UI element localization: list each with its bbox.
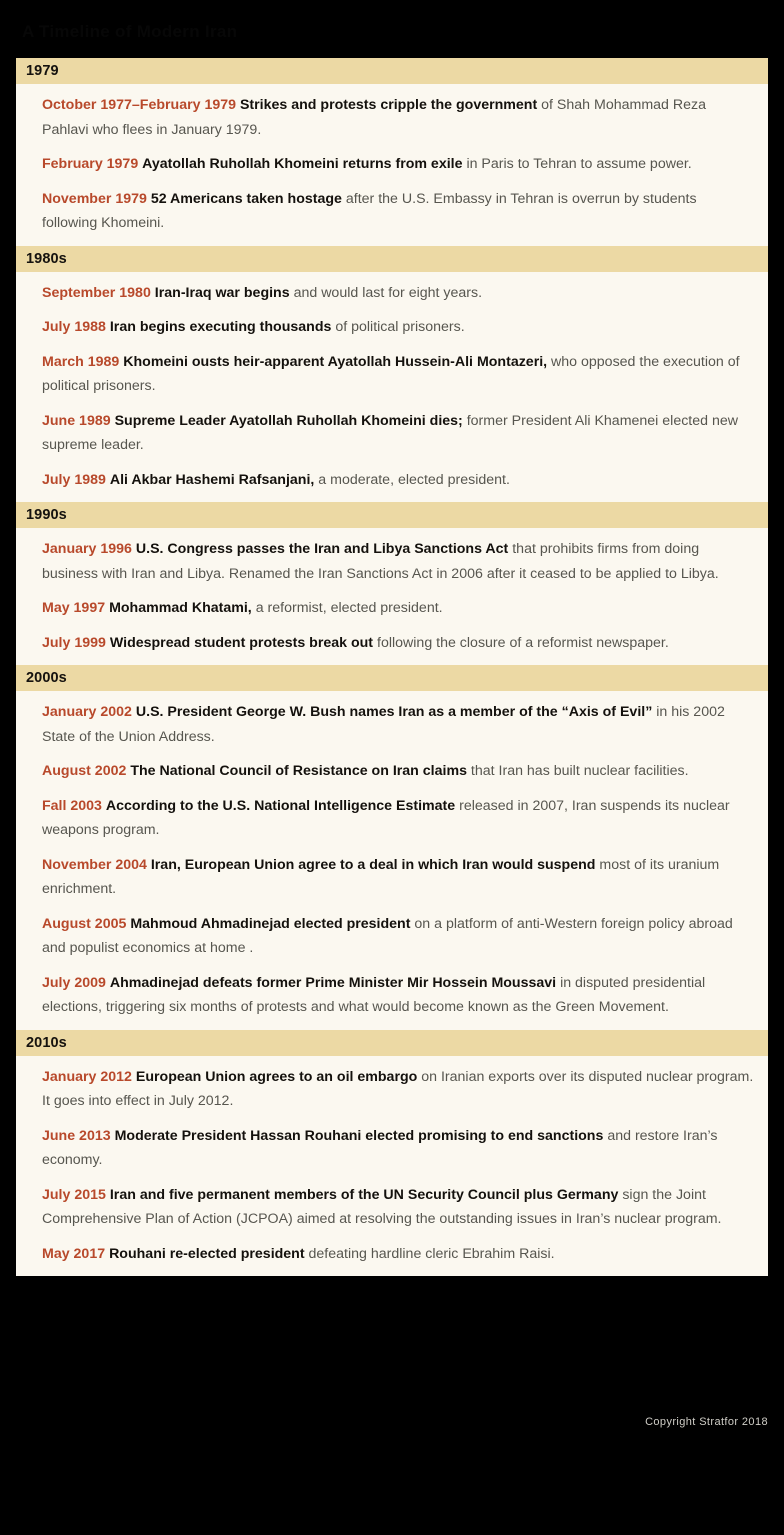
entry-headline: Mahmoud Ahmadinejad elected president [130,915,411,932]
entry-date: January 2012 [42,1068,132,1085]
entry-date: June 2013 [42,1127,111,1144]
entry-date: June 1989 [42,412,111,429]
section-header-1979: 1979 [16,58,768,84]
entry-description: following the closure of a reformist newspaper. [377,634,669,651]
timeline-section [16,246,768,503]
entry-date: January 2002 [42,704,132,720]
timeline-entry [42,1183,754,1232]
entry-headline: Ayatollah Ruhollah Khomeini returns from exile [142,156,463,172]
timeline-entry [42,187,754,236]
entry-description: most of its uranium enrichment. [42,856,720,897]
timeline-entry [42,281,754,306]
timeline-entry [42,1065,754,1114]
section-header-2000s: 2000s [16,665,768,691]
entry-headline: Iran begins executing thousands [109,319,332,335]
entry-date: February 1979 [42,156,139,172]
entry-description: in his 2002 State of the Union Address. [42,704,725,745]
entry-date: November 2004 [42,856,147,873]
entry-date: July 2015 [42,1186,106,1203]
entry-description: and would last for eight years. [293,284,483,301]
entry-headline: The National Council of Resistance on Iran claims [130,763,467,779]
entry-date: May 1997 [42,600,106,616]
entry-headline: Supreme Leader Ayatollah Ruhollah Khomeini dies; [114,412,463,429]
entry-headline: Widespread student protests break out [109,634,374,651]
entry-date: August 2002 [42,763,127,779]
entry-description: after the U.S. Embassy in Tehran is overrun by students following Khomeini. [42,190,697,231]
entry-description: that prohibits firms from doing business with Iran and Libya. Renamed the Iran Sanctions Act in 2006 after it ceased to be applied to Libya. [42,541,719,582]
timeline-entry [42,912,754,961]
entry-headline: Mohammad Khatami, [109,600,252,616]
entry-headline: Moderate President Hassan Rouhani elected promising to end sanctions [114,1127,604,1144]
entry-date: July 1989 [42,471,106,488]
entry-headline: Iran-Iraq war begins [154,284,290,301]
entry-headline: According to the U.S. National Intelligence Estimate [105,797,456,814]
entry-headline: Rouhani re-elected president [109,1245,305,1262]
entry-description: in disputed presidential elections, triggering six months of protests and what would become known as the Green Movement. [42,974,706,1015]
entry-description: sign the Joint Comprehensive Plan of Action (JCPOA) aimed at resolving the outstanding issues in Iran’s nuclear program. [42,1186,722,1227]
entry-description: defeating hardline cleric Ebrahim Raisi. [308,1245,555,1262]
entry-date: May 2017 [42,1245,106,1262]
top-faint-heading: A Timeline of Modern Iran [22,22,238,41]
entry-date: August 2005 [42,915,127,932]
entry-headline: Strikes and protests cripple the government [239,97,538,113]
entry-headline: Khomeini ousts heir-apparent Ayatollah Hussein-Ali Montazeri, [123,353,548,370]
entry-headline: 52 Americans taken hostage [150,190,342,207]
timeline-entry [42,537,754,586]
entry-description: that Iran has built nuclear facilities. [470,763,689,779]
entry-description: and restore Iran’s economy. [42,1127,718,1168]
entry-description: on a platform of anti-Western foreign policy abroad and populist economics at home . [42,915,733,956]
timeline-entry [42,152,754,177]
entry-headline: Ali Akbar Hashemi Rafsanjani, [109,471,315,488]
timeline-entry [42,631,754,656]
timeline-entry [42,794,754,843]
timeline-section [16,502,768,665]
timeline-entry [42,409,754,458]
footer-strip [0,1412,784,1535]
entry-date: November 1979 [42,190,147,207]
entry-date: July 1988 [42,319,106,335]
entry-description: released in 2007, Iran suspends its nuclear weapons program. [42,797,730,838]
entry-headline: Ahmadinejad defeats former Prime Minister Mir Hossein Moussavi [109,974,557,991]
timeline-entry [42,700,754,749]
entry-headline: Iran and five permanent members of the UN Security Council plus Germany [109,1186,619,1203]
timeline-section [16,58,768,246]
entry-date: July 2009 [42,974,106,991]
section-header-1990s: 1990s [16,502,768,528]
entry-description: a reformist, elected president. [255,600,443,616]
entry-headline: Iran, European Union agree to a deal in which Iran would suspend [150,856,596,873]
timeline-entry [42,596,754,621]
section-body [16,528,768,665]
entry-description: a moderate, elected president. [318,471,510,488]
entry-date: January 1996 [42,541,132,557]
timeline-entry [42,971,754,1020]
timeline-entry [42,315,754,340]
timeline-panel [16,58,768,1276]
entry-date: Fall 2003 [42,797,102,814]
timeline-entry [42,1242,754,1267]
entry-date: March 1989 [42,353,120,370]
section-body [16,84,768,246]
timeline-entry [42,1124,754,1173]
section-body [16,272,768,503]
entry-date: July 1999 [42,634,106,651]
timeline-entry [42,853,754,902]
section-body [16,691,768,1030]
entry-headline: U.S. President George W. Bush names Iran as a member of the “Axis of Evil” [135,704,653,720]
timeline-entry [42,93,754,142]
entry-date: October 1977–February 1979 [42,97,237,113]
timeline-entry [42,350,754,399]
copyright-notice: Copyright Stratfor 2018 [645,1416,768,1428]
entry-headline: European Union agrees to an oil embargo [135,1068,418,1085]
entry-description: on Iranian exports over its disputed nuclear program. It goes into effect in July 2012. [42,1068,754,1109]
timeline-section [16,665,768,1030]
entry-description: who opposed the execution of political prisoners. [42,353,740,394]
section-header-2010s: 2010s [16,1030,768,1056]
entry-description: of Shah Mohammad Reza Pahlavi who flees in January 1979. [42,97,706,138]
entry-date: September 1980 [42,284,151,301]
entry-description: former President Ali Khamenei elected new supreme leader. [42,412,738,453]
entry-description: in Paris to Tehran to assume power. [466,156,692,172]
entry-description: of political prisoners. [335,319,465,335]
entry-headline: U.S. Congress passes the Iran and Libya Sanctions Act [135,541,509,557]
section-body [16,1056,768,1277]
timeline-entry [42,468,754,493]
timeline-section [16,1030,768,1277]
timeline-entry [42,759,754,784]
section-header-1980s: 1980s [16,246,768,272]
